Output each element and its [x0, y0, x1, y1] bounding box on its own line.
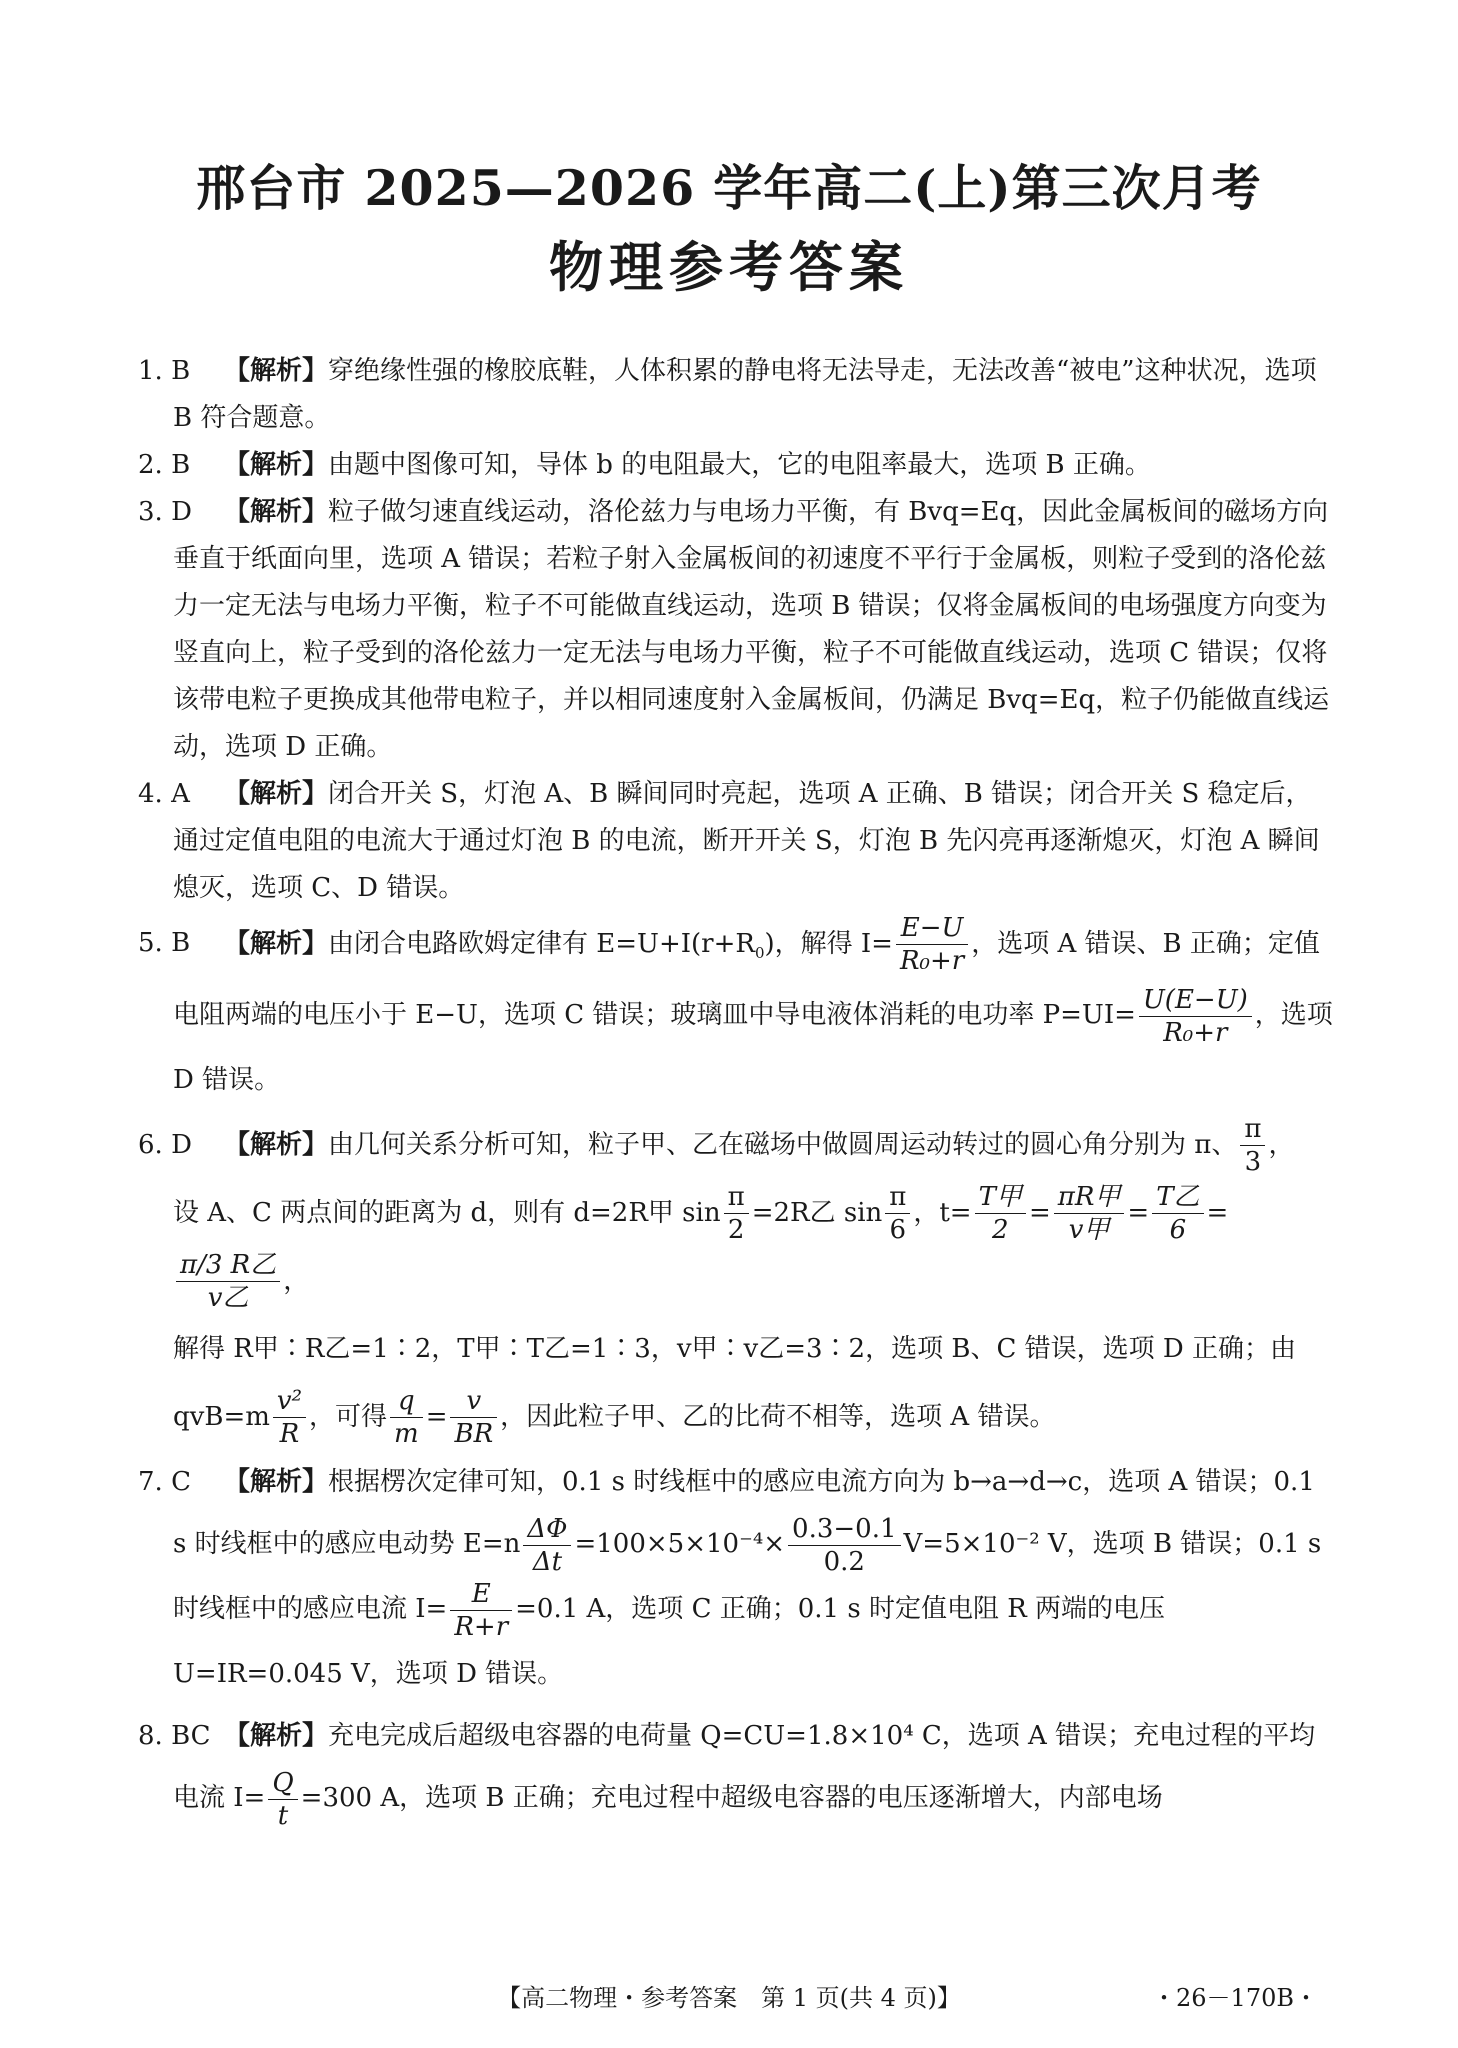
- answer-number: 5. B: [138, 928, 191, 958]
- analysis-text: 由题中图像可知，导体 b 的电阻最大，它的电阻率最大，选项 B 正确。: [328, 450, 1151, 480]
- fraction: $\frac{E-U}{\text{R₀+r}}$: [896, 912, 968, 977]
- subscript: 0: [754, 943, 765, 962]
- analysis-text: ，选项 A 错误、B 正确；定值电阻两端的电压小于 E−U，选项 C 错误；玻璃皿中导电液体消耗的电功率 P=UI=: [173, 928, 1320, 1030]
- analysis-tag: 【解析】: [224, 1720, 329, 1751]
- analysis-text: ，可得: [309, 1401, 388, 1432]
- analysis-text: V=5×10⁻² V，选项 B 错误；0.1 s 时线框中的感应电流 I=: [173, 1529, 1322, 1624]
- analysis-text: =2R乙 sin: [751, 1197, 883, 1228]
- analysis-text: )，解得 I=: [764, 928, 893, 959]
- answer-number: 2. B: [138, 450, 191, 480]
- answer-item: [138, 489, 1334, 771]
- analysis-tag: 【解析】: [224, 1129, 329, 1160]
- fraction: $\frac{\text{π/3 R乙}}{\text{v乙}}$: [176, 1249, 280, 1314]
- fraction: $\frac{U(E-U)}{\text{R₀+r}}$: [1139, 984, 1252, 1049]
- answer-item: 6. D 【解析】由几何关系分析可知，粒子甲、乙在磁场中做圆周运动转过的圆心角分别为 π、 $\frac{\pi}{3}$ ， 设 A、C 两点间的距离为 d，则有 d=2R甲 sin $\frac{\pi}{2}$ =2R乙 sin $\frac{\pi}{6}$ ，t= $\frac{\text{T甲}}{2}$ = $\frac{\text{πR甲}}{\text{v甲}}$ = $\frac{\text{T乙}}{6}$ = $\frac{\text{π/3 R乙}}{\text{v乙}}$ ， 解得 R甲∶R乙=1∶2，T甲∶T乙=1∶3，v甲∶v乙=3∶2，选项 B、C 错误，选项 D 正确；由 qvB=m $\frac{\text{v²}}{R}$ ，可得 $\frac{q}{m}$ = $\frac{v}{BR}$ ，因此粒子甲、乙的比荷不相等，选项 A 错误。: [138, 1111, 1334, 1451]
- analysis-text: 闭合开关 S，灯泡 A、B 瞬间同时亮起，选项 A 正确、B 错误；闭合开关 S 稳定后，通过定值电阻的电流大于通过灯泡 B 的电流，断开开关 S，灯泡 B 先闪亮再逐渐熄灭，灯泡 A 瞬间熄灭，选项 C、D 错误。: [173, 779, 1320, 903]
- fraction: $\frac{\pi}{3}$: [1240, 1113, 1265, 1178]
- answer-item: [138, 1451, 1334, 1705]
- analysis-text: =100×5×10⁻⁴×: [574, 1529, 786, 1559]
- analysis-tag: 【解析】: [224, 450, 329, 480]
- fraction: $\frac{\pi}{2}$: [724, 1181, 749, 1246]
- answer-number: 4. A: [138, 779, 190, 809]
- answer-item: [138, 912, 1334, 1111]
- analysis-tag: 【解析】: [224, 356, 329, 386]
- answer-item: [138, 442, 1334, 489]
- fraction: $\frac{\Delta\Phi}{\Delta t}$: [523, 1513, 571, 1578]
- analysis-tag: 【解析】: [224, 928, 329, 959]
- answer-number: 1. B: [138, 356, 191, 386]
- answer-item: [138, 1705, 1334, 1832]
- analysis-text: ，选项 D 错误。: [173, 1000, 1333, 1095]
- analysis-tag: 【解析】: [224, 779, 329, 809]
- answer-list: [138, 348, 1334, 1832]
- answer-number: 3. D: [138, 497, 192, 527]
- fraction: $\frac{E}{R+r}$: [450, 1578, 512, 1643]
- analysis-text: =300 A，选项 B 正确；充电过程中超级电容器的电压逐渐增大，内部电场: [300, 1783, 1163, 1813]
- exam-title: 邢台市 2025—2026 学年高二(上)第三次月考: [196, 159, 1262, 217]
- analysis-text: =0.1 A，选项 C 正确；0.1 s 时定值电阻 R 两端的电压 U=IR=0.045 V，选项 D 错误。: [173, 1594, 1166, 1689]
- fraction: $\frac{Q}{t}$: [268, 1767, 297, 1832]
- fraction: $\frac{v}{BR}$: [450, 1385, 497, 1450]
- fraction: $\frac{\text{T乙}}{6}$: [1152, 1181, 1203, 1246]
- analysis-text: 粒子做匀速直线运动，洛伦兹力与电场力平衡，有 Bvq=Eq，因此金属板间的磁场方向垂直于纸面向里，选项 A 错误；若粒子射入金属板间的初速度不平行于金属板，则粒子受到的洛伦兹力一定无法与电场力平衡，粒子不可能做直线运动，选项 B 错误；仅将金属板间的电场强度方向变为竖直向上，粒子受到的洛伦兹力一定无法与电场力平衡，粒子不可能做直线运动，选项 C 错误；仅将该带电粒子更换成其他带电粒子，并以相同速度射入金属板间，仍满足 Bvq=Eq，粒子仍能做直线运动，选项 D 正确。: [173, 497, 1330, 762]
- answer-item: [138, 348, 1334, 442]
- fraction: $\frac{\text{T甲}}{2}$: [975, 1181, 1026, 1246]
- page-code: ・26－170B・: [1152, 1984, 1318, 2012]
- fraction: $\frac{\text{πR甲}}{\text{v甲}}$: [1054, 1181, 1125, 1246]
- answer-key-title: 物理参考答案: [549, 235, 909, 299]
- fraction: $\frac{\pi}{6}$: [885, 1181, 910, 1246]
- answer-number: 6. D: [138, 1129, 192, 1160]
- analysis-text: 设 A、C 两点间的距离为 d，则有 d=2R甲 sin: [173, 1197, 721, 1228]
- fraction: $\frac{0.3-0.1}{0.2}$: [788, 1513, 900, 1578]
- analysis-text: 解得 R甲∶R乙=1∶2，T甲∶T乙=1∶3，v甲∶v乙=3∶2，选项 B、C 错误，选项 D 正确；由 qvB=m: [173, 1333, 1296, 1432]
- answer-number: 7. C: [138, 1466, 191, 1497]
- fraction: $\frac{q}{m}$: [390, 1385, 423, 1450]
- analysis-tag: 【解析】: [224, 1466, 329, 1497]
- analysis-text: 穿绝缘性强的橡胶底鞋，人体积累的静电将无法导走，无法改善“被电”这种状况，选项 B 符合题意。: [173, 356, 1317, 433]
- answer-item: [138, 771, 1334, 912]
- analysis-text: 根据楞次定律可知，0.1 s 时线框中的感应电流方向为 b→a→d→c，选项 A 错误；0.1 s 时线框中的感应电动势 E=n: [173, 1466, 1315, 1559]
- answer-number: 8. BC: [138, 1720, 211, 1751]
- fraction: $\frac{\text{v²}}{R}$: [273, 1385, 306, 1450]
- page-footer: 【高二物理・参考答案 第 1 页(共 4 页)】: [497, 1984, 961, 2012]
- analysis-text: 由几何关系分析可知，粒子甲、乙在磁场中做圆周运动转过的圆心角分别为 π、: [328, 1129, 1238, 1160]
- analysis-text: 充电完成后超级电容器的电荷量 Q=CU=1.8×10⁴ C，选项 A 错误；充电过程的平均电流 I=: [173, 1720, 1316, 1813]
- analysis-text: ，因此粒子甲、乙的比荷不相等，选项 A 错误。: [500, 1401, 1056, 1432]
- analysis-tag: 【解析】: [224, 497, 329, 527]
- analysis-text: ，t=: [913, 1197, 972, 1228]
- analysis-text: 由闭合电路欧姆定律有 E=U+I(r+R: [328, 928, 755, 959]
